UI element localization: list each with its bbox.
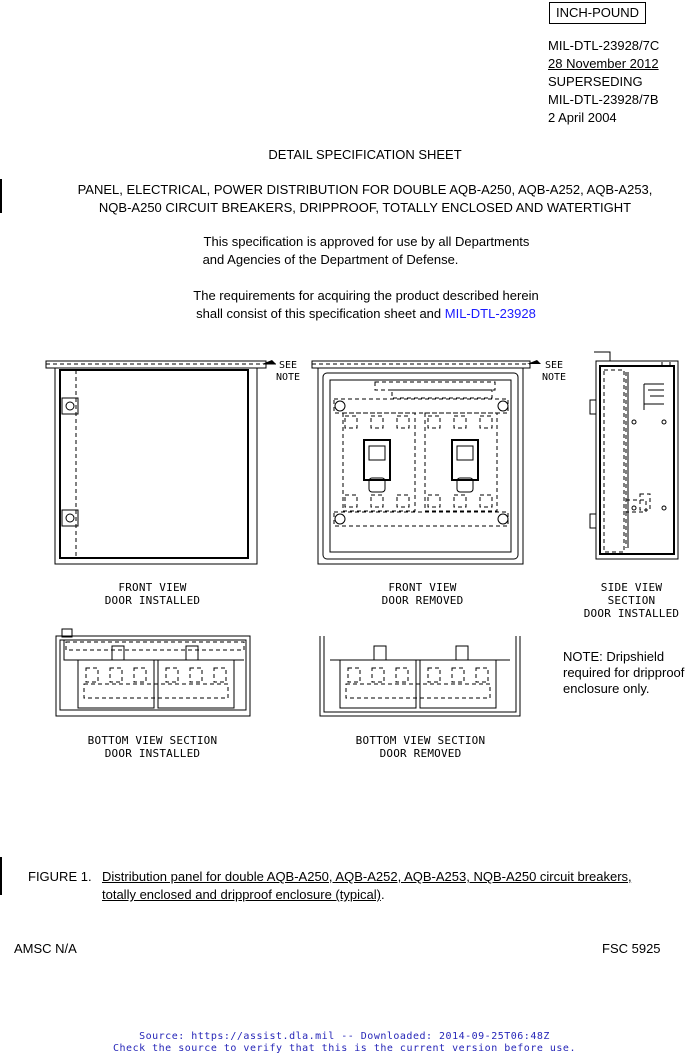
requirements-statement: [0, 287, 689, 323]
approval-line2: and Agencies of the Department of Defense.: [202, 252, 459, 267]
caption-front-installed: [80, 581, 225, 607]
superseding-label: SUPERSEDING: [548, 74, 643, 89]
caption-side-section-line2: DOOR INSTALLED: [583, 607, 680, 620]
requirements-line2: [0, 305, 689, 323]
side-view-section: [590, 352, 678, 559]
caption-front-installed-line1: FRONT VIEW: [118, 581, 187, 594]
sheet-title: DETAIL SPECIFICATION SHEET: [268, 147, 462, 162]
caption-bottom-installed-line1: BOTTOM VIEW SECTION: [87, 734, 218, 747]
approval-statement: [0, 233, 689, 269]
requirements-prefix: shall consist of this specification sheet and: [196, 306, 445, 321]
figure-caption-line2-end: .: [380, 887, 385, 902]
figure-caption-line2: [102, 886, 632, 904]
spec-title: [0, 181, 689, 217]
figure-caption-line1: Distribution panel for double AQB-A250, AQB-A252, AQB-A253, NQB-A250 circuit breakers,: [102, 869, 632, 884]
requirements-line1: The requirements for acquiring the product described herein: [193, 288, 539, 303]
fsc-label: FSC 5925: [602, 941, 661, 956]
inch-pound-box: INCH-POUND: [549, 2, 646, 24]
bottom-view-door-installed: [56, 629, 250, 716]
see-label-2: SEE: [545, 360, 564, 371]
note-line1: NOTE: Dripshield: [563, 649, 665, 664]
superseded-number: MIL-DTL-23928/7B: [548, 92, 659, 107]
superseded-date: 2 April 2004: [548, 110, 617, 125]
dripshield-note: [563, 649, 684, 697]
caption-bottom-installed-line2: DOOR INSTALLED: [104, 747, 201, 760]
source-line2: Check the source to verify that this is the current version before use.: [113, 1043, 576, 1054]
caption-front-removed: [350, 581, 495, 607]
figure-drawing: [0, 340, 689, 780]
caption-front-removed-line1: FRONT VIEW: [388, 581, 457, 594]
source-notice: [0, 1031, 689, 1055]
document-header: [548, 37, 669, 127]
caption-side-section-line1: SIDE VIEW SECTION: [600, 581, 663, 607]
change-bar-figure: [0, 857, 2, 895]
front-view-door-installed: [46, 361, 276, 564]
caption-side-section: [574, 581, 689, 620]
caption-bottom-removed-line1: BOTTOM VIEW SECTION: [355, 734, 486, 747]
front-view-door-removed: [312, 361, 530, 564]
bottom-view-door-removed: [320, 636, 520, 716]
doc-number: MIL-DTL-23928/7C: [548, 38, 660, 53]
spec-link[interactable]: MIL-DTL-23928: [444, 306, 536, 321]
caption-front-installed-line2: DOOR INSTALLED: [104, 594, 201, 607]
note-label-2: NOTE: [542, 372, 567, 383]
spec-title-line1: PANEL, ELECTRICAL, POWER DISTRIBUTION FOR DOUBLE AQB-A250, AQB-A252, AQB-A253,: [77, 182, 653, 197]
figure-caption-line2-text: totally enclosed and dripproof enclosure (typical): [102, 887, 381, 902]
note-label-1: NOTE: [276, 372, 301, 383]
caption-front-removed-line2: DOOR REMOVED: [381, 594, 464, 607]
see-label-1: SEE: [279, 360, 298, 371]
doc-date: 28 November 2012: [548, 56, 659, 71]
caption-bottom-removed-line2: DOOR REMOVED: [379, 747, 462, 760]
approval-line1: This specification is approved for use by all Departments: [203, 234, 530, 249]
amsc-label: AMSC N/A: [14, 941, 77, 956]
caption-bottom-installed: [80, 734, 225, 760]
note-line2: required for dripproof: [563, 665, 685, 680]
caption-bottom-removed: [348, 734, 493, 760]
note-line3: enclosure only.: [563, 681, 650, 696]
figure-label: FIGURE 1.: [28, 869, 92, 884]
figure-caption: [102, 868, 632, 904]
source-line1: Source: https://assist.dla.mil -- Downloaded: 2014-09-25T06:48Z: [139, 1031, 550, 1042]
spec-title-line2: NQB-A250 CIRCUIT BREAKERS, DRIPPROOF, TOTALLY ENCLOSED AND WATERTIGHT: [98, 200, 632, 215]
